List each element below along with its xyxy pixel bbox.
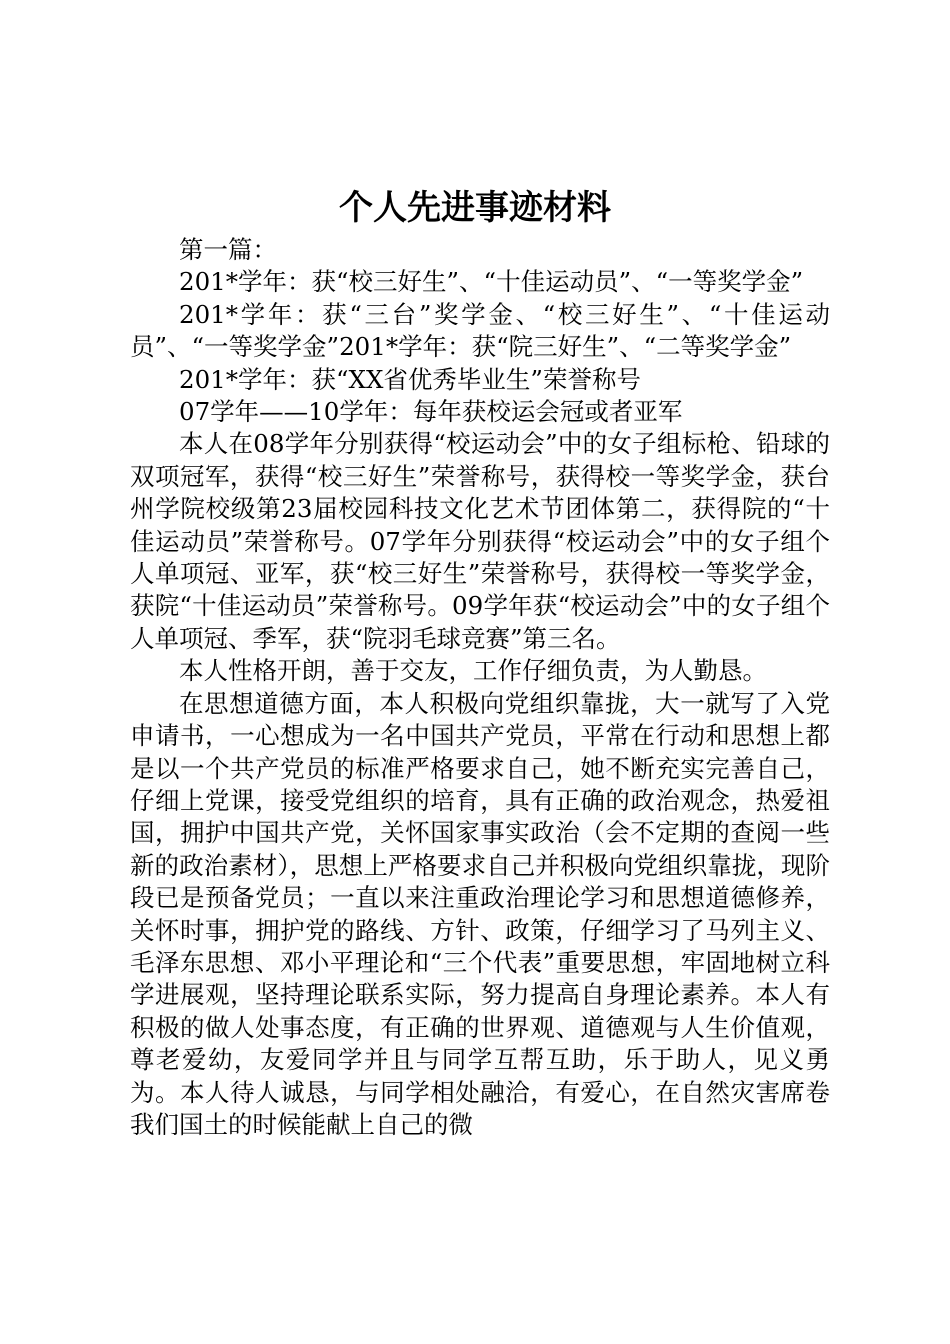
paragraph-section-label: 第一篇： [179,235,277,264]
document-body [130,234,830,1141]
paragraph-sports-achievements: 本人在08学年分别获得“校运动会”中的女子组标枪、铅球的双项冠军，获得“校三好生”荣誉称号，获得校一等奖学金，获台州学院校级第23届校园科技文化艺术节团体第二，获得院的“十佳运动员”荣誉称号。07学年分别获得“校运动会”中的女子组个人单项冠、亚军，获“校三好生”荣誉称号，获得校一等奖学金，获院“十佳运动员”荣誉称号。09学年获“校运动会”中的女子组个人单项冠、季军，获“院羽毛球竞赛”第三名。 [130,429,830,653]
document-title: 个人先进事迹材料 [339,188,611,228]
paragraph-award-3: 201*学年：获“XX省优秀毕业生”荣誉称号 [179,364,641,394]
paragraph-award-2: 201*学年：获“三台”奖学金、“校三好生”、“十佳运动员”、“一等奖学金”201*学年：获“院三好生”、“二等奖学金” [130,299,830,362]
paragraph-award-1: 201*学年：获“校三好生”、“十佳运动员”、“一等奖学金” [179,267,804,297]
paragraph-personality: 本人性格开朗，善于交友，工作仔细负责，为人勤恳。 [179,656,767,686]
paragraph-ideology: 在思想道德方面，本人积极向党组织靠拢，大一就写了入党申请书，一心想成为一名中国共产党员，平常在行动和思想上都是以一个共产党员的标准严格要求自己，她不断充实完善自己，仔细上党课，接受党组织的培育，具有正确的政治观念，热爱祖国，拥护中国共产党，关怀国家事实政治（会不定期的查阅一些新的政治素材），思想上严格要求自己并积极向党组织靠拢，现阶段已是预备党员；一直以来注重政治理论学习和思想道德修养，关怀时事，拥护党的路线、方针、政策，仔细学习了马列主义、毛泽东思想、邓小平理论和“三个代表”重要思想，牢固地树立科学进展观，坚持理论联系实际，努力提高自身理论素养。本人有积极的做人处事态度，有正确的世界观、道德观与人生价值观，尊老爱幼，友爱同学并且与同学互帮互助，乐于助人，见义勇为。本人待人诚恳，与同学相处融洽，有爱心，在自然灾害席卷我们国土的时候能献上自己的微 [130,688,830,1139]
paragraph-award-4: 07学年——10学年：每年获校运会冠或者亚军 [179,397,683,427]
